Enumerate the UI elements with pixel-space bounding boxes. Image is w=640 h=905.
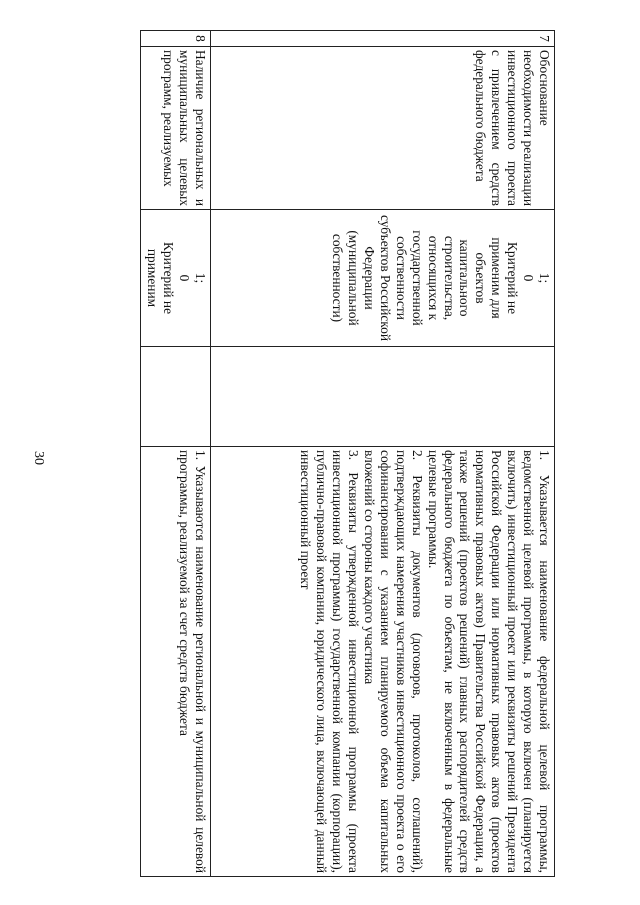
row-number: 8 <box>141 31 211 47</box>
description-item: 1. Указываются наименование региональной и муниципальной целевой программы, реализуемой за счет средств бюджета <box>177 450 208 873</box>
criterion-name: Обоснование необходимости реализации инвестиционного проекта с привлечением средств федерального бюджета <box>211 47 555 210</box>
criterion-description <box>211 447 555 877</box>
value-line: 1; <box>537 272 552 284</box>
description-item: 2. Реквизиты документов (договоров, протоколов, соглашений), подтверждающих намерения участников инвестиционного проекта о его софинансировании с указанием планируемого объема капитальных вложений со стороны каждого участника <box>362 450 425 873</box>
table-row <box>141 31 211 877</box>
empty-cell <box>211 347 555 447</box>
rotated-table-container <box>105 30 555 876</box>
description-item: 3. Реквизиты утвержденной инвестиционной программы (проекта инвестиционной программы) государственной компании (корпорации), публично-правовой компании, юридического лица, включающей данный инвестиционный проект <box>298 450 362 873</box>
page-number: 30 <box>31 451 46 465</box>
criteria-table <box>140 30 555 877</box>
criterion-description <box>141 447 211 877</box>
description-item: 1. Указывается наименование федеральной целевой программы, ведомственной целевой программы, в которую включен (планируется включить) инвестиционный проект или реквизиты решений Президента Российской Федерации или нормативных правовых актов (проектов нормативных правовых актов) Правительства Российской Федерации, а также решений (проектов решений) главных распорядителей средств федерального бюджета по объектам, не включенным в федеральные целевые программы. <box>425 450 552 873</box>
criterion-note: Критерий не применим <box>145 241 177 315</box>
value-line: 0 <box>177 274 193 282</box>
empty-cell <box>141 347 211 447</box>
criterion-note: Критерий не применим для объектов капитального строительства, относящихся к государственной собственности субъектов Российской Федерации (муниципальной собственности) <box>330 215 521 341</box>
table-row <box>211 31 555 877</box>
criterion-value <box>141 210 211 347</box>
criterion-value <box>211 210 555 347</box>
row-number: 7 <box>211 31 555 47</box>
criterion-name: Наличие региональных и муниципальных целевых программ, реализуемых <box>141 47 211 210</box>
value-line: 0 <box>521 274 537 282</box>
value-line: 1; <box>193 272 208 284</box>
